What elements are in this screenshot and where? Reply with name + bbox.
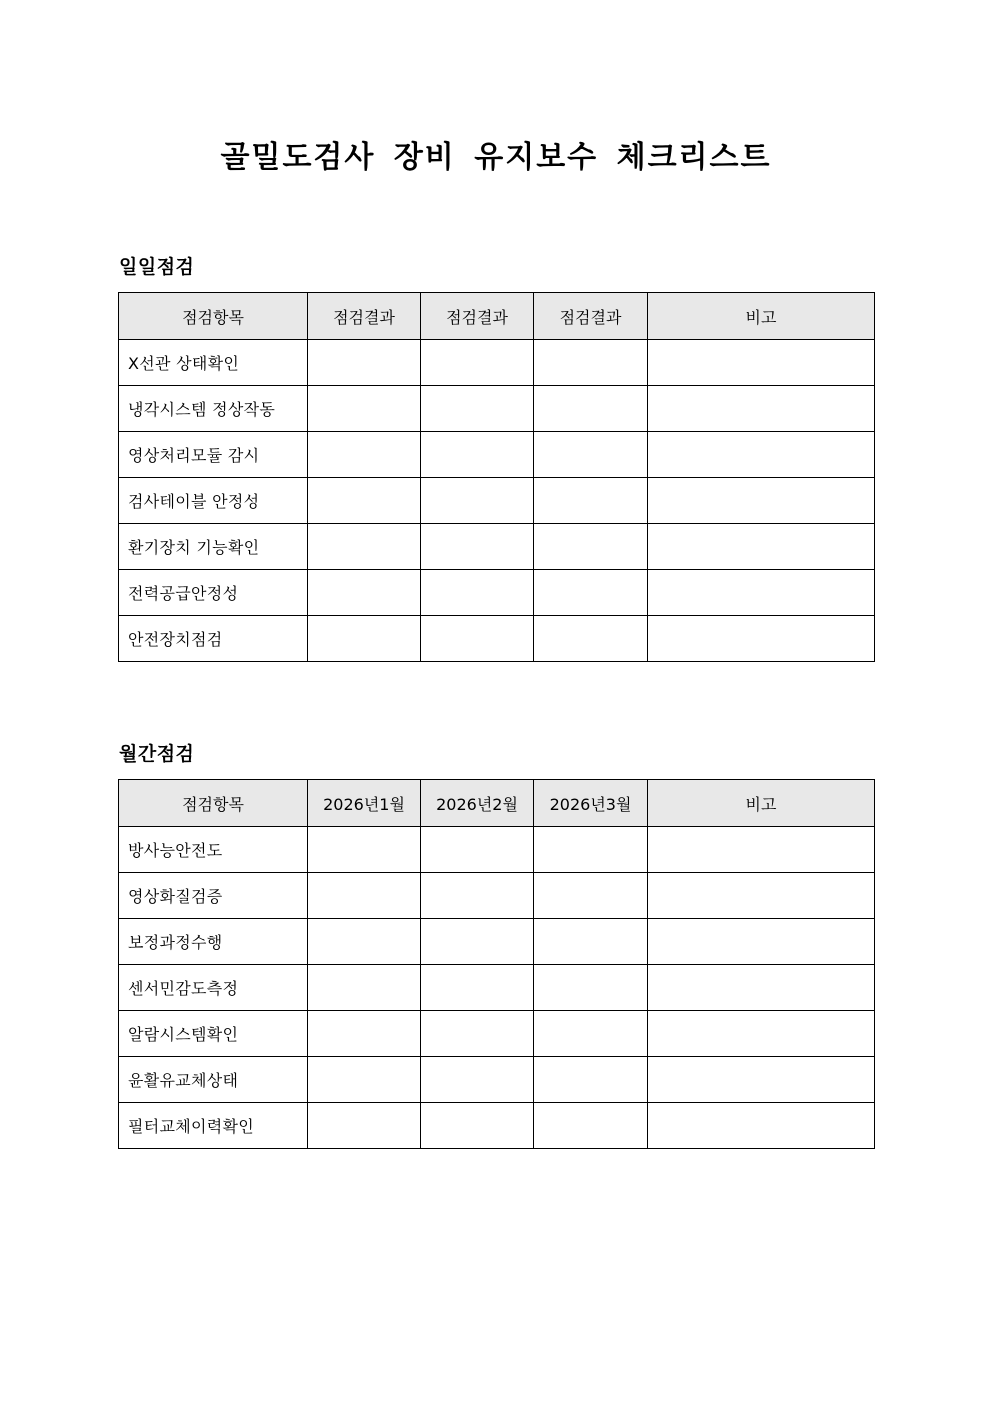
result-cell[interactable]	[421, 919, 534, 965]
result-cell[interactable]	[308, 570, 421, 616]
monthly-inspection-table	[118, 779, 875, 1149]
daily-inspection-table	[118, 292, 875, 662]
result-cell[interactable]	[421, 827, 534, 873]
table-row	[119, 965, 875, 1011]
table-row	[119, 873, 875, 919]
daily-inspection-heading: 일일점검	[119, 256, 195, 278]
result-cell[interactable]	[308, 965, 421, 1011]
monthly-inspection-heading: 월간점검	[119, 743, 195, 765]
daily-header-row	[119, 293, 875, 340]
document-title: 골밀도검사 장비 유지보수 체크리스트	[220, 140, 772, 175]
result-cell[interactable]	[534, 1103, 648, 1149]
note-cell[interactable]	[648, 432, 875, 478]
result-cell[interactable]	[421, 965, 534, 1011]
note-cell[interactable]	[648, 965, 875, 1011]
item-cell: 냉각시스템 정상작동	[119, 386, 308, 432]
result-cell[interactable]	[534, 386, 648, 432]
result-cell[interactable]	[534, 340, 648, 386]
result-cell[interactable]	[534, 827, 648, 873]
result-cell[interactable]	[308, 524, 421, 570]
result-cell[interactable]	[308, 827, 421, 873]
column-header-month-1: 2026년1월	[308, 780, 421, 827]
result-cell[interactable]	[534, 478, 648, 524]
note-cell[interactable]	[648, 827, 875, 873]
result-cell[interactable]	[421, 1011, 534, 1057]
note-cell[interactable]	[648, 1011, 875, 1057]
note-cell[interactable]	[648, 616, 875, 662]
table-row	[119, 616, 875, 662]
item-cell: 보정과정수행	[119, 919, 308, 965]
result-cell[interactable]	[534, 570, 648, 616]
result-cell[interactable]	[421, 616, 534, 662]
result-cell[interactable]	[421, 386, 534, 432]
item-cell: 윤활유교체상태	[119, 1057, 308, 1103]
note-cell[interactable]	[648, 1057, 875, 1103]
result-cell[interactable]	[308, 432, 421, 478]
result-cell[interactable]	[421, 432, 534, 478]
note-cell[interactable]	[648, 919, 875, 965]
column-header-item: 점검항목	[119, 780, 308, 827]
result-cell[interactable]	[308, 386, 421, 432]
result-cell[interactable]	[421, 570, 534, 616]
table-row	[119, 827, 875, 873]
result-cell[interactable]	[534, 616, 648, 662]
note-cell[interactable]	[648, 524, 875, 570]
item-cell: 방사능안전도	[119, 827, 308, 873]
item-cell: 알람시스템확인	[119, 1011, 308, 1057]
result-cell[interactable]	[308, 478, 421, 524]
item-cell: 안전장치점검	[119, 616, 308, 662]
table-row	[119, 478, 875, 524]
result-cell[interactable]	[308, 616, 421, 662]
note-cell[interactable]	[648, 1103, 875, 1149]
result-cell[interactable]	[421, 478, 534, 524]
column-header-result-2: 점검결과	[421, 293, 534, 340]
result-cell[interactable]	[308, 1011, 421, 1057]
column-header-month-2: 2026년2월	[421, 780, 534, 827]
table-row	[119, 1057, 875, 1103]
result-cell[interactable]	[534, 873, 648, 919]
table-row	[119, 340, 875, 386]
item-cell: 센서민감도측정	[119, 965, 308, 1011]
table-row	[119, 919, 875, 965]
column-header-result-3: 점검결과	[534, 293, 648, 340]
column-header-note: 비고	[648, 293, 875, 340]
result-cell[interactable]	[534, 432, 648, 478]
monthly-header-row	[119, 780, 875, 827]
result-cell[interactable]	[534, 965, 648, 1011]
result-cell[interactable]	[534, 524, 648, 570]
item-cell: X선관 상태확인	[119, 340, 308, 386]
result-cell[interactable]	[421, 1057, 534, 1103]
item-cell: 영상화질검증	[119, 873, 308, 919]
result-cell[interactable]	[421, 1103, 534, 1149]
table-row	[119, 432, 875, 478]
note-cell[interactable]	[648, 386, 875, 432]
table-row	[119, 570, 875, 616]
result-cell[interactable]	[308, 1057, 421, 1103]
note-cell[interactable]	[648, 873, 875, 919]
note-cell[interactable]	[648, 340, 875, 386]
table-row	[119, 1103, 875, 1149]
result-cell[interactable]	[308, 1103, 421, 1149]
result-cell[interactable]	[534, 919, 648, 965]
result-cell[interactable]	[534, 1011, 648, 1057]
result-cell[interactable]	[421, 524, 534, 570]
item-cell: 필터교체이력확인	[119, 1103, 308, 1149]
item-cell: 전력공급안정성	[119, 570, 308, 616]
table-row	[119, 1011, 875, 1057]
result-cell[interactable]	[421, 340, 534, 386]
result-cell[interactable]	[308, 919, 421, 965]
column-header-note: 비고	[648, 780, 875, 827]
result-cell[interactable]	[308, 873, 421, 919]
table-row	[119, 386, 875, 432]
result-cell[interactable]	[534, 1057, 648, 1103]
item-cell: 영상처리모듈 감시	[119, 432, 308, 478]
item-cell: 환기장치 기능확인	[119, 524, 308, 570]
table-row	[119, 524, 875, 570]
column-header-result-1: 점검결과	[308, 293, 421, 340]
note-cell[interactable]	[648, 570, 875, 616]
result-cell[interactable]	[421, 873, 534, 919]
item-cell: 검사테이블 안정성	[119, 478, 308, 524]
column-header-item: 점검항목	[119, 293, 308, 340]
note-cell[interactable]	[648, 478, 875, 524]
column-header-month-3: 2026년3월	[534, 780, 648, 827]
result-cell[interactable]	[308, 340, 421, 386]
